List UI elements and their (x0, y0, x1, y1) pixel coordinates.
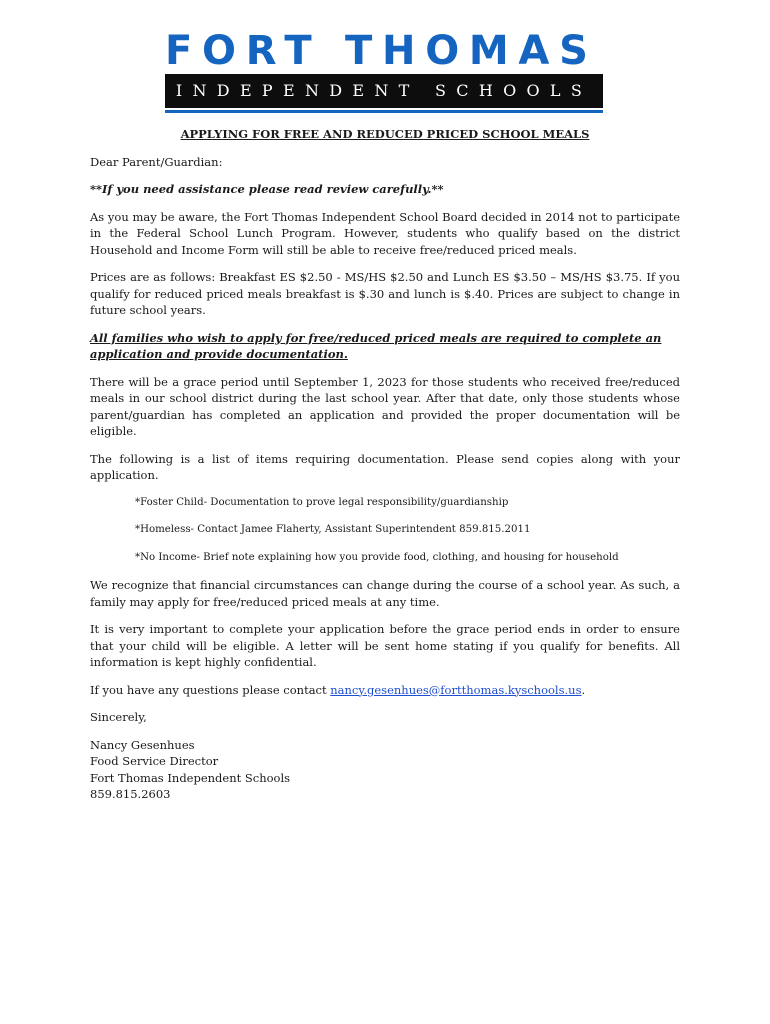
financial-paragraph: We recognize that financial circumstances can change during the course of a school year. As such, a family may apply for free/reduced priced meals at any time. (90, 578, 680, 609)
contact-email-link[interactable]: nancy.gesenhues@fortthomas.kyschools.us (330, 682, 582, 697)
intro-paragraph: As you may be aware, the Fort Thomas Independent School Board decided in 2014 not to participate in the Federal School Lunch Program. However, students who qualify based on the district Household and Income Form will still be able to receive free/reduced priced meals. (90, 209, 680, 257)
signature-name: Nancy Gesenhues (90, 737, 195, 752)
letter-body (90, 126, 680, 803)
letter-title: APPLYING FOR FREE AND REDUCED PRICED SCHOOL MEALS (180, 127, 590, 141)
doc-item-no-income: *No Income- Brief note explaining how you provide food, clothing, and housing for household (135, 551, 619, 563)
logo-top-text: FORT THOMAS (165, 28, 598, 74)
important-paragraph: It is very important to complete your application before the grace period ends in order to ensure that your child will be eligible. A letter will be sent home stating if you qualify for benefits. All information is kept highly confidential. (90, 622, 680, 669)
logo-underline (165, 110, 603, 113)
questions-suffix: . (581, 682, 586, 697)
requirement-paragraph: All families who wish to apply for free/reduced priced meals are required to complete an application and provide documentation. (90, 330, 662, 361)
closing: Sincerely, (90, 710, 147, 724)
documentation-intro: The following is a list of items requiring documentation. Please send copies along with your application. (90, 451, 680, 482)
doc-item-foster: *Foster Child- Documentation to prove legal responsibility/guardianship (135, 496, 509, 508)
doc-item-homeless: *Homeless- Contact Jamee Flaherty, Assistant Superintendent 859.815.2011 (135, 524, 531, 535)
salutation: Dear Parent/Guardian: (90, 154, 223, 169)
district-logo (165, 30, 603, 113)
signature-title: Food Service Director (90, 754, 219, 768)
signature-block (90, 737, 680, 803)
grace-period-paragraph: There will be a grace period until September 1, 2023 for those students who received free/reduced meals in our school district during the last school year. After that date, only those students whose parent/guardian has completed an application and provided the proper documentation will be eligible. (90, 374, 680, 438)
questions-paragraph (90, 682, 680, 699)
questions-prefix: If you have any questions please contact (90, 682, 331, 697)
signature-organization: Fort Thomas Independent Schools (90, 770, 291, 785)
logo-bottom-text: INDEPENDENT SCHOOLS (165, 74, 603, 108)
prices-paragraph: Prices are as follows: Breakfast ES $2.50 - MS/HS $2.50 and Lunch ES $3.50 – MS/HS $3.75. If you qualify for reduced priced meals breakfast is $.30 and lunch is $.40. Prices are subject to change in future school years. (90, 270, 680, 317)
assistance-note: **If you need assistance please read review carefully.** (90, 182, 444, 196)
signature-phone: 859.815.2603 (90, 787, 171, 801)
